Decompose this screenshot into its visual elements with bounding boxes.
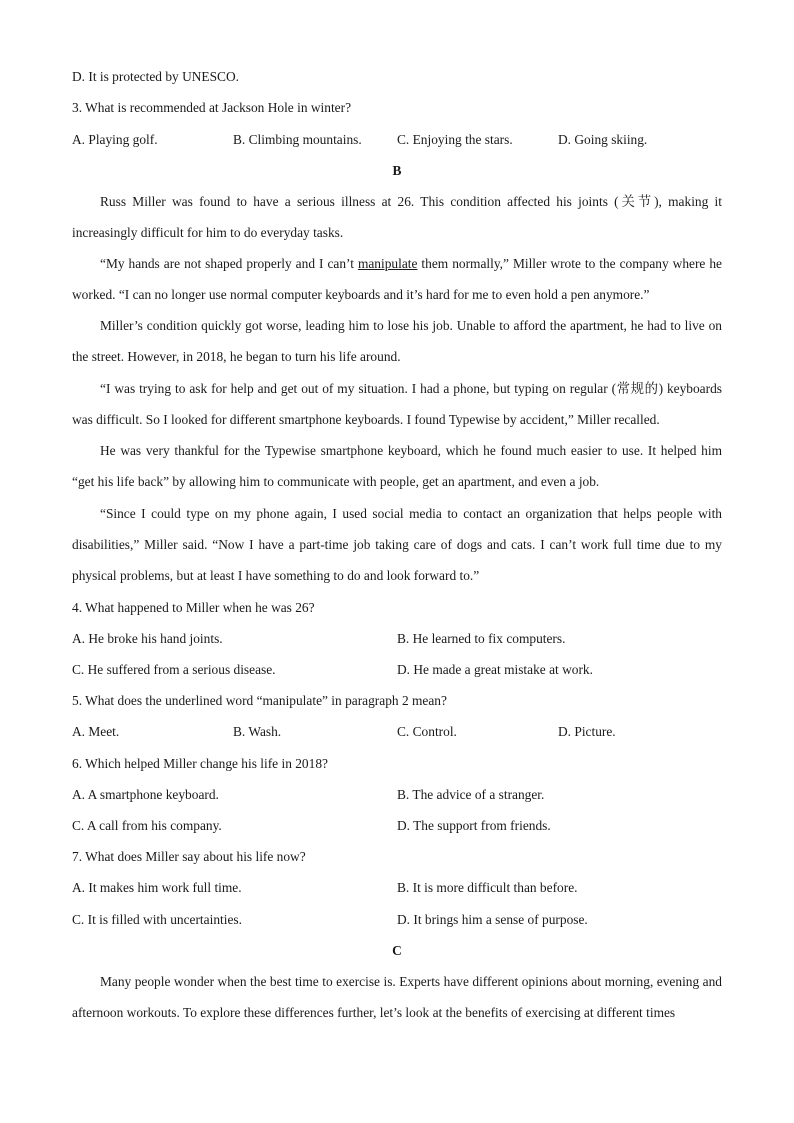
q7-question: 7. What does Miller say about his life now? (72, 849, 306, 864)
q6-option-d: D. The support from friends. (397, 818, 551, 833)
p2-after: them normally,” Miller wrote to the company where he worked. “I can no longer use normal computer keyboards and it’s hard for me to even hold a pen anymore.” (72, 256, 723, 303)
section-b-paragraph-6: “Since I could type on my phone again, I used social media to contact an organization that helps people with disabilities,” Miller said. “Now I have a part-time job taking care of dogs and cats. I can’t work full time due to my physical problems, but at least I have something to do and look forward to.” (72, 506, 722, 584)
q4-option-c: C. He suffered from a serious disease. (72, 662, 276, 677)
section-b-paragraph-3: Miller’s condition quickly got worse, leading him to lose his job. Unable to afford the apartment, he had to live on the street. However, in 2018, he began to turn his life around. (72, 318, 722, 365)
underlined-word: manipulate (357, 256, 418, 271)
q7-option-c: C. It is filled with uncertainties. (72, 912, 242, 927)
section-b-paragraph-5: He was very thankful for the Typewise smartphone keyboard, which he found much easier to use. It helped him “get his life back” by allowing him to communicate with people, get an apartment, and even a job. (72, 443, 722, 490)
q3-option-a: A. Playing golf. (72, 132, 158, 147)
q3-option-d: D. Going skiing. (558, 132, 648, 147)
q4-question: 4. What happened to Miller when he was 26? (72, 600, 315, 615)
q5-question: 5. What does the underlined word “manipulate” in paragraph 2 mean? (72, 693, 447, 708)
q5-option-c: C. Control. (397, 724, 457, 739)
section-b-paragraph-4: “I was trying to ask for help and get out of my situation. I had a phone, but typing on regular (常规的) keyboards was difficult. So I looked for different smartphone keyboards. I found Typewise by accident,” Miller recalled. (72, 381, 722, 428)
q4-option-d: D. He made a great mistake at work. (397, 662, 593, 677)
q7-option-a: A. It makes him work full time. (72, 880, 242, 895)
q4-option-b: B. He learned to fix computers. (397, 631, 566, 646)
section-c-paragraph-1: Many people wonder when the best time to exercise is. Experts have different opinions about morning, evening and afternoon workouts. To explore these differences further, let’s look at the benefits of exercising at different times (72, 974, 722, 1021)
q7-option-d: D. It brings him a sense of purpose. (397, 912, 588, 927)
q6-option-b: B. The advice of a stranger. (397, 787, 545, 802)
q4-option-a: A. He broke his hand joints. (72, 631, 223, 646)
q5-option-d: D. Picture. (558, 724, 616, 739)
section-c-heading: C (392, 943, 402, 958)
q6-option-c: C. A call from his company. (72, 818, 222, 833)
q3-option-c: C. Enjoying the stars. (397, 132, 513, 147)
q3-question: 3. What is recommended at Jackson Hole in winter? (72, 100, 352, 115)
section-b-heading: B (392, 163, 402, 178)
q5-option-b: B. Wash. (233, 724, 282, 739)
q6-option-a: A. A smartphone keyboard. (72, 787, 219, 802)
section-b-paragraph-2 (72, 248, 722, 310)
q6-question: 6. Which helped Miller change his life in 2018? (72, 756, 328, 771)
q2-option-d: D. It is protected by UNESCO. (72, 69, 239, 84)
q3-option-b: B. Climbing mountains. (233, 132, 362, 147)
q7-option-b: B. It is more difficult than before. (397, 880, 578, 895)
q5-option-a: A. Meet. (72, 724, 120, 739)
section-b-paragraph-1: Russ Miller was found to have a serious illness at 26. This condition affected his joints (关节), making it increasingly difficult for him to do everyday tasks. (72, 194, 722, 241)
p2-before: “My hands are not shaped properly and I can’t (100, 256, 358, 271)
